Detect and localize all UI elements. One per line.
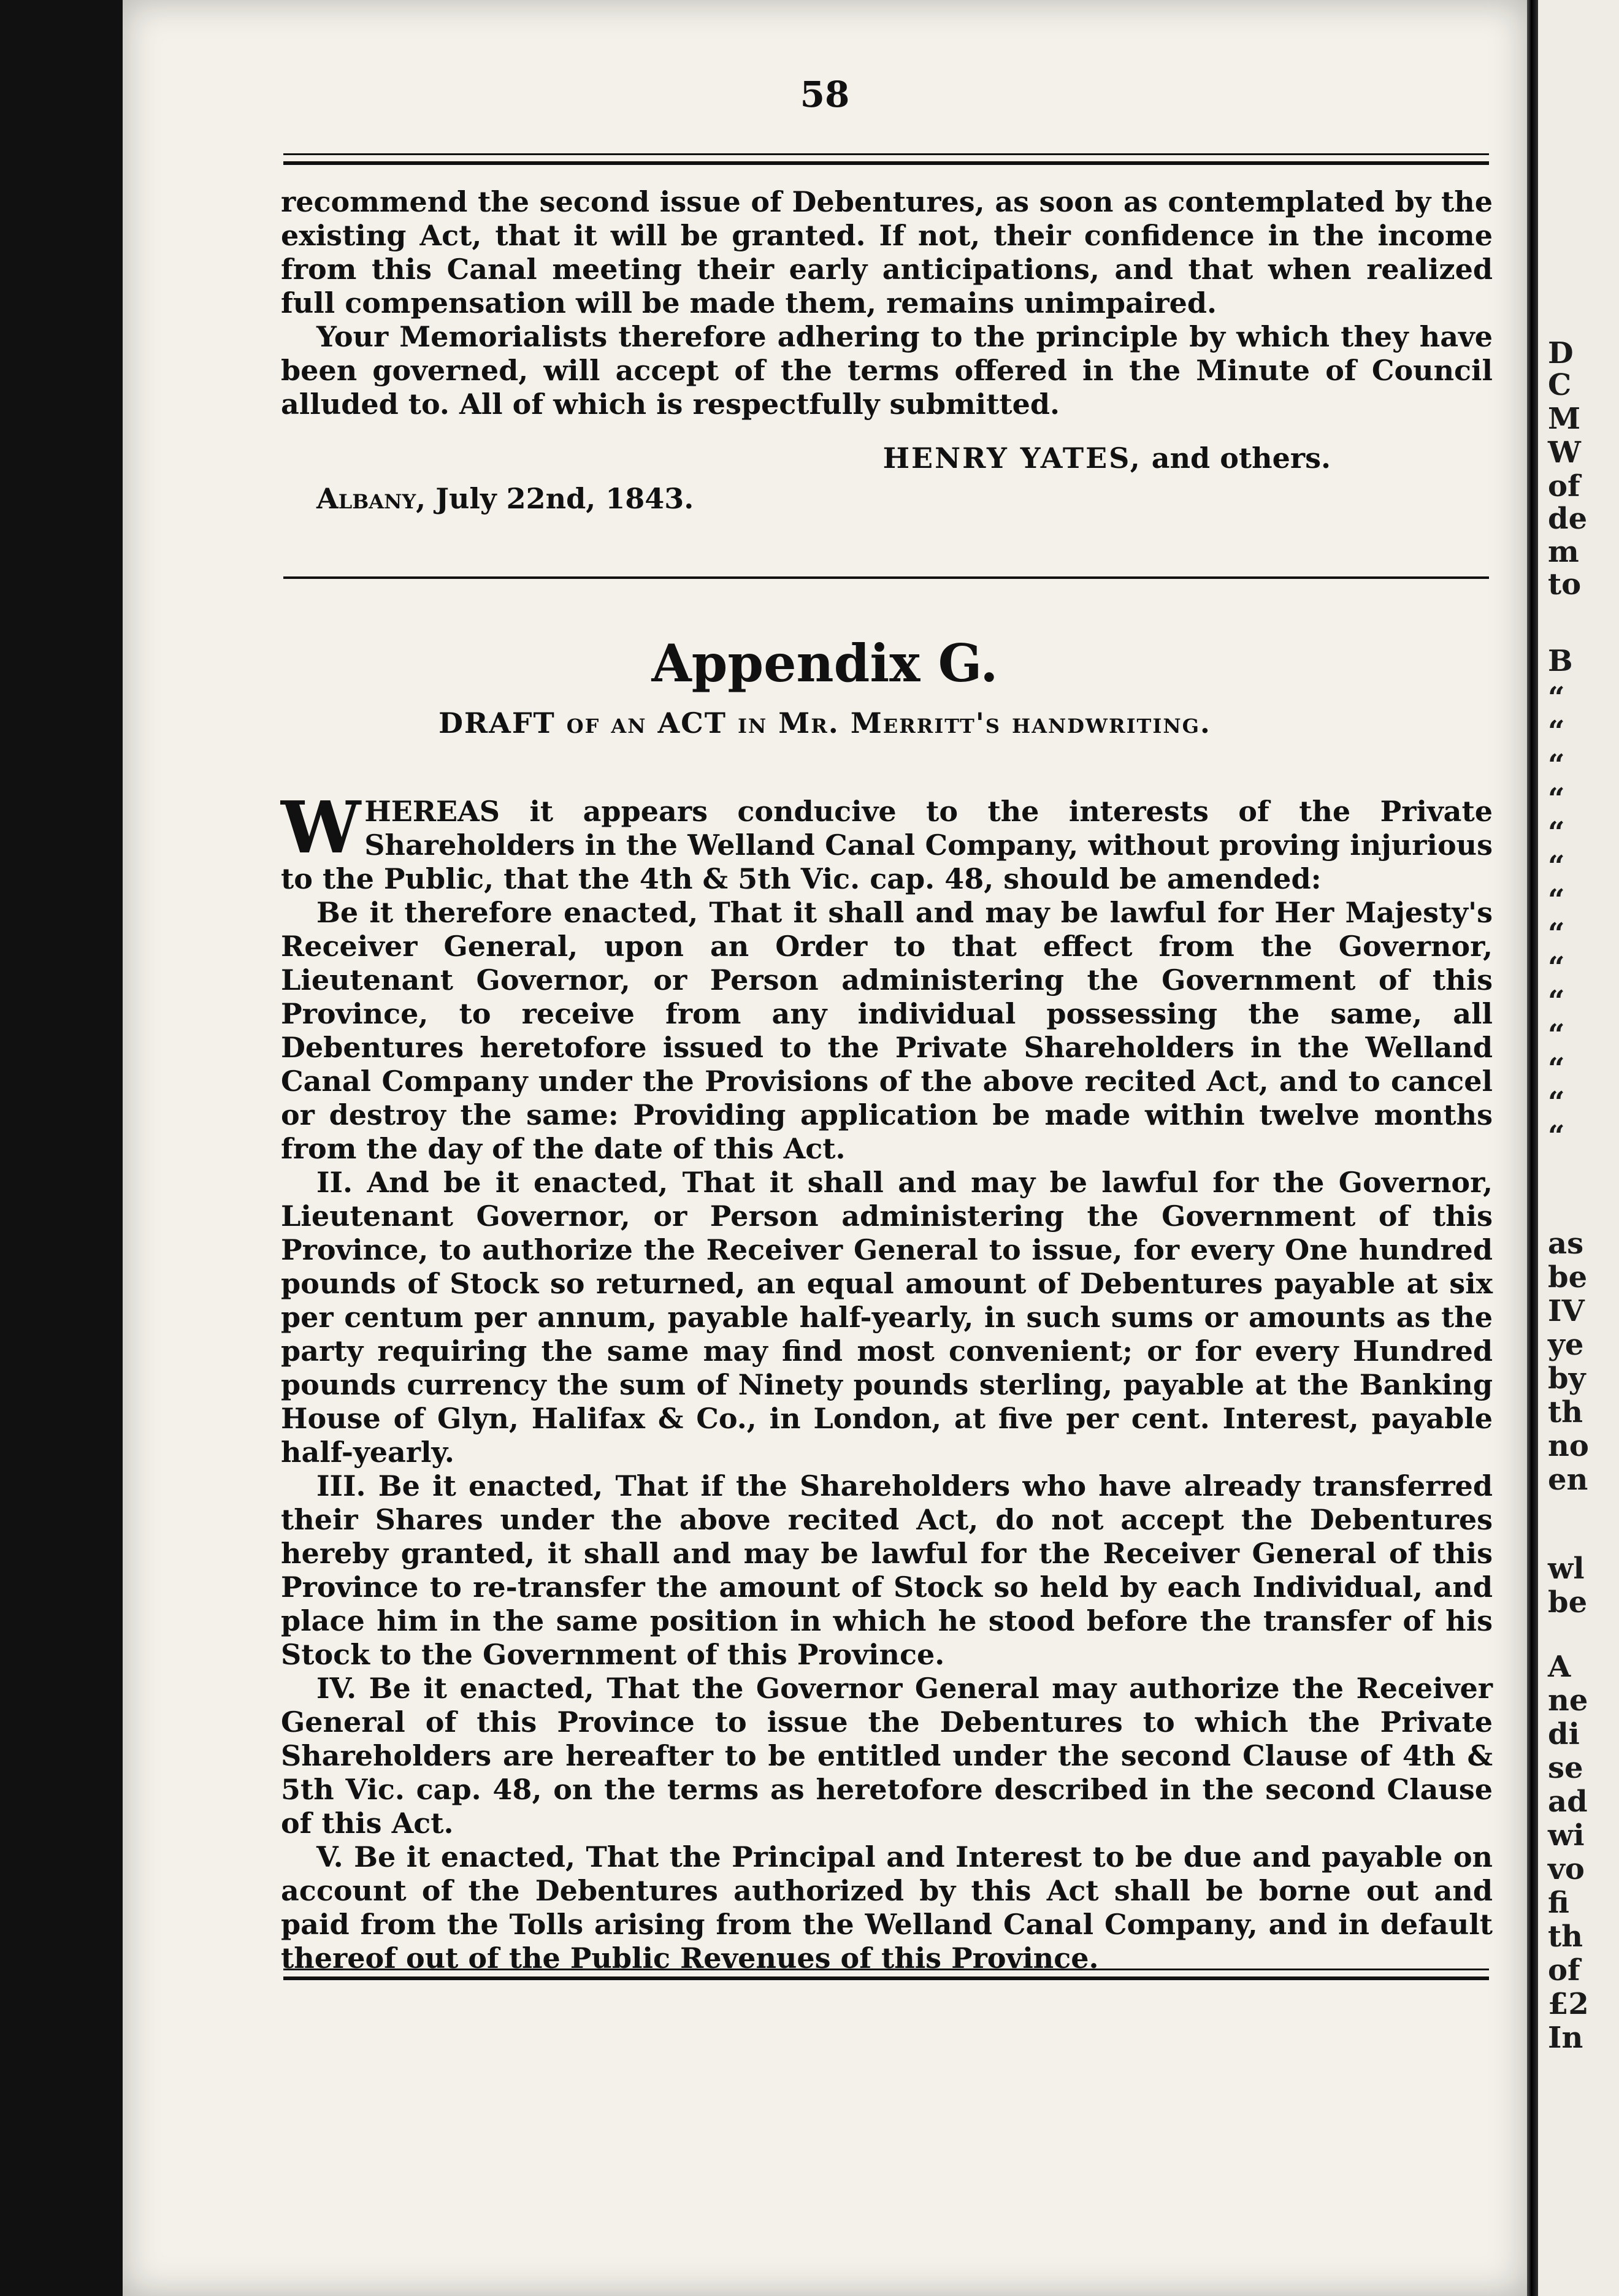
facing-page-fragment: “ — [1548, 782, 1565, 816]
facing-page-fragment: ne — [1548, 1683, 1588, 1718]
appendix-title: Appendix G. — [651, 633, 998, 694]
facing-page-fragment: wi — [1548, 1818, 1585, 1853]
facing-page-fragment: fi — [1548, 1886, 1569, 1920]
facing-page-fragment: ye — [1548, 1328, 1584, 1362]
facing-page-fragment: “ — [1548, 849, 1565, 884]
signature-name: HENRY YATES, — [882, 442, 1142, 475]
facing-page-fragment: wl — [1548, 1552, 1585, 1586]
facing-page-fragment: no — [1548, 1429, 1589, 1463]
dateline — [316, 482, 694, 515]
facing-page-fragment: C — [1548, 368, 1572, 402]
facing-page-fragment: be — [1548, 1585, 1588, 1620]
facing-page-fragment: “ — [1548, 917, 1565, 951]
page-number: 58 — [800, 74, 850, 115]
book-gutter — [1527, 0, 1538, 2296]
facing-page-fragment: of — [1548, 1953, 1580, 1988]
facing-page-fragment: “ — [1548, 1018, 1565, 1052]
act-preamble — [281, 786, 1493, 896]
facing-page-fragment: M — [1548, 402, 1581, 436]
drop-cap: W — [281, 786, 361, 870]
facing-page-fragment: di — [1548, 1717, 1580, 1751]
facing-page-fragment: £2 — [1548, 1987, 1589, 2021]
facing-page-fragment: D — [1548, 336, 1574, 370]
header-rule — [283, 153, 1489, 165]
facing-page-fragment: m — [1548, 535, 1579, 569]
act-clause-1: Be it therefore enacted, That it shall and may be lawful for Her Majesty's Receiver General, upon an Order to that effect from the Governor, Lieutenant Governor, or Person administering the Government of this Province, to receive from any individual possessing the same, all Debentures heretofore issued to the Private Shareholders in the Welland Canal Company under the Provisions of the above recited Act, and to cancel or destroy the same: Providing application be made within twelve months from the day of the date of this Act. — [281, 896, 1493, 1165]
signature — [883, 442, 1331, 475]
preamble-text: HEREAS it appears conducive to the interests of the Private Shareholders in the Welland Canal Company, without proving injurious to the Public, that the 4th & 5th Vic. cap. 48, should be amended: — [281, 795, 1493, 895]
facing-page-fragment: IV — [1548, 1294, 1585, 1328]
facing-page-fragment: be — [1548, 1260, 1588, 1295]
book-page — [123, 0, 1527, 2296]
facing-page-fragment: ad — [1548, 1785, 1588, 1819]
facing-page-fragment: of — [1548, 469, 1580, 503]
facing-page-fragment: “ — [1548, 714, 1565, 749]
facing-page-fragment: th — [1548, 1395, 1583, 1429]
facing-page-fragment: en — [1548, 1463, 1588, 1497]
dateline-date: July 22nd, 1843. — [435, 482, 694, 515]
section-rule — [283, 576, 1489, 579]
facing-page-fragment: th — [1548, 1919, 1583, 1954]
footer-rule — [283, 1969, 1489, 1980]
facing-page-fragment: “ — [1548, 1085, 1565, 1120]
draft-title — [123, 706, 1527, 740]
facing-page-fragment: as — [1548, 1226, 1584, 1261]
facing-page-fragment: “ — [1548, 1052, 1565, 1086]
facing-page-fragment: “ — [1548, 681, 1565, 715]
signature-rest: and others. — [1151, 442, 1331, 475]
facing-page-fragment: de — [1548, 502, 1588, 536]
act-clause-4: IV. Be it enacted, That the Governor General may authorize the Receiver General of this Province to issue the Debentures to which the Private Shareholders are hereafter to be entitled under the second Clause of 4th & 5th Vic. cap. 48, on the terms as heretofore described in the second Clause of this Act. — [281, 1672, 1493, 1840]
memorial-text — [281, 185, 1493, 421]
act-clause-2: II. And be it enacted, That it shall and may be lawful for the Governor, Lieutenant Governor, or Person administering the Government of this Province, to authorize the Receiver General to issue, for every One hundred pounds of Stock so returned, an equal amount of Debentures payable at six per centum per annum, payable half-yearly, in such sums or amounts as the party requiring the same may find most convenient; or for every Hundred pounds currency the sum of Ninety pounds sterling, payable at the Banking House of Glyn, Halifax & Co., in London, at five per cent. Interest, payable half-yearly. — [281, 1166, 1493, 1469]
memorial-paragraph-2: Your Memorialists therefore adhering to the principle by which they have been governed, will accept of the terms offered in the Minute of Council alluded to. All of which is respectfully submitted. — [281, 320, 1493, 421]
act-clause-5: V. Be it enacted, That the Principal and Interest to be due and payable on account of the Debentures authorized by this Act shall be borne out and paid from the Tolls arising from the Welland Canal Company, and in default thereof out of the Public Revenues of this Province. — [281, 1840, 1493, 1975]
facing-page-fragment: to — [1548, 567, 1582, 602]
facing-page-fragment: B — [1548, 644, 1573, 678]
draft-title-part-1: DRAFT — [438, 706, 556, 740]
facing-page-fragment: “ — [1548, 748, 1565, 783]
facing-page-fragment: “ — [1548, 1119, 1565, 1154]
facing-page-fragment: se — [1548, 1751, 1583, 1785]
act-text — [281, 786, 1493, 1975]
facing-page-fragment: “ — [1548, 951, 1565, 985]
facing-page-fragment: A — [1548, 1650, 1571, 1684]
facing-page-fragment: “ — [1548, 816, 1565, 850]
draft-title-part-2: of an — [566, 706, 647, 740]
facing-page-fragment: W — [1548, 435, 1581, 470]
facing-page-fragment: In — [1548, 2021, 1583, 2055]
draft-title-part-4: in Mr. Merritt's handwriting. — [738, 706, 1211, 740]
facing-page-fragment: vo — [1548, 1852, 1585, 1886]
facing-page-edge — [1538, 0, 1619, 2296]
facing-page-fragment: “ — [1548, 883, 1565, 917]
draft-title-part-3: ACT — [657, 706, 727, 740]
dateline-place: Albany, — [316, 482, 426, 515]
facing-page-fragment: by — [1548, 1361, 1586, 1396]
facing-page-fragment: “ — [1548, 984, 1565, 1019]
act-clause-3: III. Be it enacted, That if the Shareholders who have already transferred their Shares under the above recited Act, do not accept the Debentures hereby granted, it shall and may be lawful for the Receiver General of this Province to re-transfer the amount of Stock so held by each Individual, and place him in the same position in which he stood before the transfer of his Stock to the Government of this Province. — [281, 1469, 1493, 1671]
memorial-paragraph-1: recommend the second issue of Debentures, as soon as contemplated by the existing Act, that it will be granted. If not, their confidence in the income from this Canal meeting their early anticipations, and that when realized full compensation will be made them, remains unimpaired. — [281, 185, 1493, 320]
